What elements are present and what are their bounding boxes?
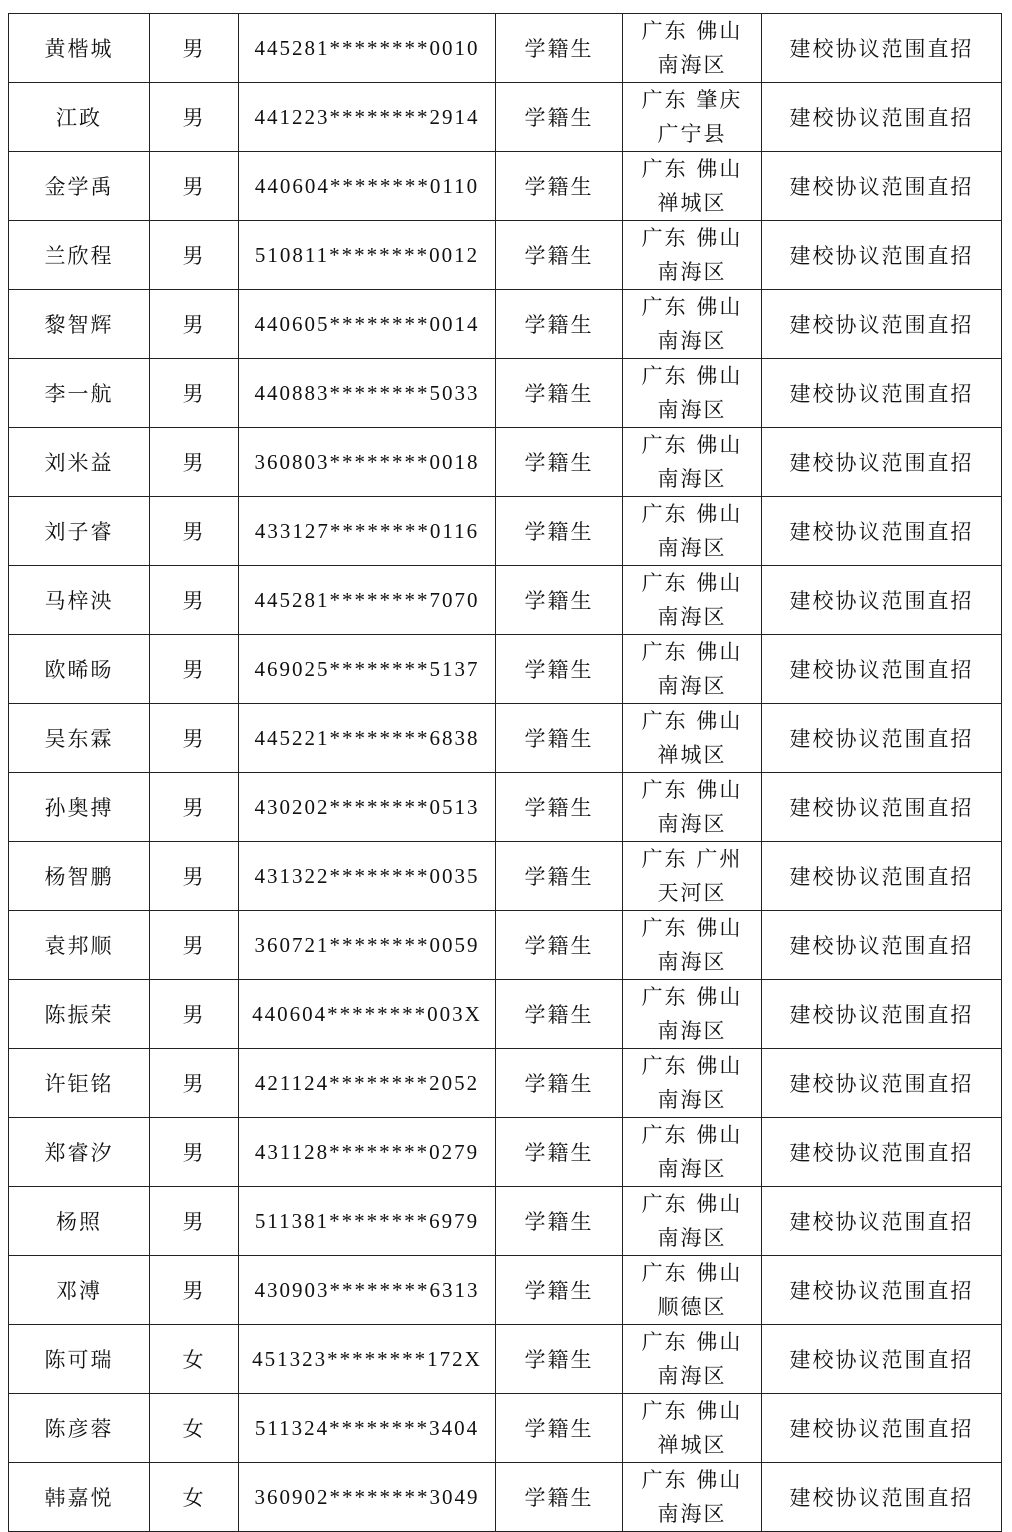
student-name: 陈振荣 — [9, 980, 150, 1049]
student-gender: 男 — [150, 911, 239, 980]
student-id-number: 511381********6979 — [239, 1187, 496, 1256]
region-district: 禅城区 — [657, 743, 727, 767]
student-name: 兰欣程 — [9, 221, 150, 290]
region-district: 顺德区 — [657, 1295, 727, 1319]
region-city: 广东 佛山 — [641, 1261, 743, 1285]
admission-note: 建校协议范围直招 — [762, 83, 1002, 152]
region-district: 天河区 — [657, 881, 727, 905]
student-id-number: 451323********172X — [239, 1325, 496, 1394]
student-gender: 女 — [150, 1463, 239, 1532]
region-district: 南海区 — [657, 467, 727, 491]
student-gender: 男 — [150, 83, 239, 152]
admission-note: 建校协议范围直招 — [762, 704, 1002, 773]
student-region — [623, 1049, 762, 1118]
student-name: 黎智辉 — [9, 290, 150, 359]
region-district: 广宁县 — [657, 122, 727, 146]
student-name: 金学禹 — [9, 152, 150, 221]
admission-note: 建校协议范围直招 — [762, 1394, 1002, 1463]
region-city: 广东 佛山 — [641, 157, 743, 181]
admission-note: 建校协议范围直招 — [762, 1325, 1002, 1394]
admission-note: 建校协议范围直招 — [762, 1118, 1002, 1187]
student-region — [623, 566, 762, 635]
student-id-number: 440604********003X — [239, 980, 496, 1049]
admission-note: 建校协议范围直招 — [762, 1049, 1002, 1118]
region-city: 广东 广州 — [641, 847, 743, 871]
enrollment-status: 学籍生 — [496, 221, 623, 290]
admission-note: 建校协议范围直招 — [762, 566, 1002, 635]
student-gender: 男 — [150, 842, 239, 911]
region-city: 广东 肇庆 — [641, 88, 743, 112]
table-row — [9, 1187, 1002, 1256]
admission-note: 建校协议范围直招 — [762, 428, 1002, 497]
table-row — [9, 83, 1002, 152]
table-row — [9, 221, 1002, 290]
region-district: 南海区 — [657, 260, 727, 284]
region-district: 南海区 — [657, 1088, 727, 1112]
region-city: 广东 佛山 — [641, 226, 743, 250]
student-id-number: 440605********0014 — [239, 290, 496, 359]
region-district: 南海区 — [657, 536, 727, 560]
student-id-number: 445221********6838 — [239, 704, 496, 773]
student-region — [623, 704, 762, 773]
region-district: 南海区 — [657, 1502, 727, 1526]
student-gender: 男 — [150, 1187, 239, 1256]
table-row — [9, 1463, 1002, 1532]
student-gender: 男 — [150, 980, 239, 1049]
student-gender: 男 — [150, 290, 239, 359]
student-region — [623, 1463, 762, 1532]
enrollment-status: 学籍生 — [496, 359, 623, 428]
region-district: 南海区 — [657, 329, 727, 353]
student-id-number: 440604********0110 — [239, 152, 496, 221]
student-name: 袁邦顺 — [9, 911, 150, 980]
student-region — [623, 1394, 762, 1463]
region-city: 广东 佛山 — [641, 364, 743, 388]
student-region — [623, 911, 762, 980]
student-region — [623, 773, 762, 842]
student-gender: 男 — [150, 566, 239, 635]
enrollment-status: 学籍生 — [496, 566, 623, 635]
roster-body — [9, 14, 1002, 1532]
region-city: 广东 佛山 — [641, 19, 743, 43]
student-roster-table — [8, 13, 1002, 1532]
student-id-number: 360721********0059 — [239, 911, 496, 980]
student-gender: 男 — [150, 1256, 239, 1325]
region-city: 广东 佛山 — [641, 433, 743, 457]
region-district: 南海区 — [657, 53, 727, 77]
student-name: 邓溥 — [9, 1256, 150, 1325]
student-id-number: 441223********2914 — [239, 83, 496, 152]
table-row — [9, 911, 1002, 980]
student-gender: 男 — [150, 773, 239, 842]
student-region — [623, 152, 762, 221]
enrollment-status: 学籍生 — [496, 1118, 623, 1187]
student-id-number: 430202********0513 — [239, 773, 496, 842]
table-row — [9, 428, 1002, 497]
student-name: 马梓泱 — [9, 566, 150, 635]
student-id-number: 445281********7070 — [239, 566, 496, 635]
student-id-number: 431322********0035 — [239, 842, 496, 911]
student-name: 陈彦蓉 — [9, 1394, 150, 1463]
region-city: 广东 佛山 — [641, 640, 743, 664]
enrollment-status: 学籍生 — [496, 83, 623, 152]
region-district: 南海区 — [657, 674, 727, 698]
student-region — [623, 1325, 762, 1394]
region-city: 广东 佛山 — [641, 916, 743, 940]
student-id-number: 360902********3049 — [239, 1463, 496, 1532]
table-row — [9, 14, 1002, 83]
student-gender: 男 — [150, 1049, 239, 1118]
region-city: 广东 佛山 — [641, 1330, 743, 1354]
region-district: 南海区 — [657, 812, 727, 836]
admission-note: 建校协议范围直招 — [762, 635, 1002, 704]
student-gender: 男 — [150, 152, 239, 221]
student-id-number: 433127********0116 — [239, 497, 496, 566]
table-row — [9, 566, 1002, 635]
student-name: 刘子睿 — [9, 497, 150, 566]
enrollment-status: 学籍生 — [496, 704, 623, 773]
table-row — [9, 1256, 1002, 1325]
enrollment-status: 学籍生 — [496, 290, 623, 359]
student-gender: 女 — [150, 1394, 239, 1463]
student-region — [623, 1187, 762, 1256]
region-district: 南海区 — [657, 1364, 727, 1388]
region-city: 广东 佛山 — [641, 502, 743, 526]
student-id-number: 430903********6313 — [239, 1256, 496, 1325]
student-gender: 男 — [150, 14, 239, 83]
enrollment-status: 学籍生 — [496, 980, 623, 1049]
student-name: 江政 — [9, 83, 150, 152]
admission-note: 建校协议范围直招 — [762, 14, 1002, 83]
student-gender: 男 — [150, 428, 239, 497]
enrollment-status: 学籍生 — [496, 911, 623, 980]
student-name: 黄楷城 — [9, 14, 150, 83]
region-district: 南海区 — [657, 950, 727, 974]
admission-note: 建校协议范围直招 — [762, 290, 1002, 359]
region-district: 禅城区 — [657, 191, 727, 215]
student-name: 陈可瑞 — [9, 1325, 150, 1394]
admission-note: 建校协议范围直招 — [762, 980, 1002, 1049]
admission-note: 建校协议范围直招 — [762, 911, 1002, 980]
student-id-number: 431128********0279 — [239, 1118, 496, 1187]
student-name: 吴东霖 — [9, 704, 150, 773]
student-gender: 男 — [150, 704, 239, 773]
region-city: 广东 佛山 — [641, 1192, 743, 1216]
table-row — [9, 1118, 1002, 1187]
enrollment-status: 学籍生 — [496, 14, 623, 83]
region-city: 广东 佛山 — [641, 709, 743, 733]
student-region — [623, 980, 762, 1049]
student-name: 欧晞旸 — [9, 635, 150, 704]
student-id-number: 445281********0010 — [239, 14, 496, 83]
region-city: 广东 佛山 — [641, 1468, 743, 1492]
table-row — [9, 1049, 1002, 1118]
student-region — [623, 14, 762, 83]
table-row — [9, 1325, 1002, 1394]
student-id-number: 510811********0012 — [239, 221, 496, 290]
table-row — [9, 1394, 1002, 1463]
enrollment-status: 学籍生 — [496, 1463, 623, 1532]
student-region — [623, 359, 762, 428]
student-region — [623, 1256, 762, 1325]
student-id-number: 469025********5137 — [239, 635, 496, 704]
student-name: 韩嘉悦 — [9, 1463, 150, 1532]
student-region — [623, 842, 762, 911]
table-row — [9, 842, 1002, 911]
table-row — [9, 290, 1002, 359]
enrollment-status: 学籍生 — [496, 1325, 623, 1394]
table-row — [9, 704, 1002, 773]
enrollment-status: 学籍生 — [496, 1256, 623, 1325]
admission-note: 建校协议范围直招 — [762, 1256, 1002, 1325]
enrollment-status: 学籍生 — [496, 1049, 623, 1118]
student-gender: 男 — [150, 1118, 239, 1187]
table-row — [9, 635, 1002, 704]
student-gender: 女 — [150, 1325, 239, 1394]
admission-note: 建校协议范围直招 — [762, 773, 1002, 842]
region-city: 广东 佛山 — [641, 571, 743, 595]
admission-note: 建校协议范围直招 — [762, 152, 1002, 221]
region-city: 广东 佛山 — [641, 778, 743, 802]
student-region — [623, 221, 762, 290]
region-district: 南海区 — [657, 1157, 727, 1181]
region-district: 南海区 — [657, 398, 727, 422]
table-row — [9, 359, 1002, 428]
region-district: 禅城区 — [657, 1433, 727, 1457]
enrollment-status: 学籍生 — [496, 152, 623, 221]
student-gender: 男 — [150, 497, 239, 566]
admission-note: 建校协议范围直招 — [762, 221, 1002, 290]
student-region — [623, 1118, 762, 1187]
student-name: 刘米益 — [9, 428, 150, 497]
region-city: 广东 佛山 — [641, 295, 743, 319]
student-id-number: 421124********2052 — [239, 1049, 496, 1118]
table-row — [9, 497, 1002, 566]
region-city: 广东 佛山 — [641, 1399, 743, 1423]
student-region — [623, 428, 762, 497]
student-name: 郑睿汐 — [9, 1118, 150, 1187]
enrollment-status: 学籍生 — [496, 497, 623, 566]
enrollment-status: 学籍生 — [496, 1394, 623, 1463]
student-region — [623, 83, 762, 152]
student-name: 许钜铭 — [9, 1049, 150, 1118]
student-name: 李一航 — [9, 359, 150, 428]
student-region — [623, 635, 762, 704]
student-id-number: 511324********3404 — [239, 1394, 496, 1463]
enrollment-status: 学籍生 — [496, 773, 623, 842]
student-name: 孙奥搏 — [9, 773, 150, 842]
enrollment-status: 学籍生 — [496, 1187, 623, 1256]
enrollment-status: 学籍生 — [496, 635, 623, 704]
student-id-number: 440883********5033 — [239, 359, 496, 428]
admission-note: 建校协议范围直招 — [762, 497, 1002, 566]
admission-note: 建校协议范围直招 — [762, 1463, 1002, 1532]
enrollment-status: 学籍生 — [496, 428, 623, 497]
student-region — [623, 290, 762, 359]
region-city: 广东 佛山 — [641, 1123, 743, 1147]
admission-note: 建校协议范围直招 — [762, 842, 1002, 911]
student-gender: 男 — [150, 221, 239, 290]
table-row — [9, 980, 1002, 1049]
region-district: 南海区 — [657, 1019, 727, 1043]
table-row — [9, 152, 1002, 221]
student-name: 杨照 — [9, 1187, 150, 1256]
region-city: 广东 佛山 — [641, 1054, 743, 1078]
enrollment-status: 学籍生 — [496, 842, 623, 911]
region-city: 广东 佛山 — [641, 985, 743, 1009]
admission-note: 建校协议范围直招 — [762, 359, 1002, 428]
student-gender: 男 — [150, 359, 239, 428]
student-region — [623, 497, 762, 566]
student-gender: 男 — [150, 635, 239, 704]
region-district: 南海区 — [657, 605, 727, 629]
student-id-number: 360803********0018 — [239, 428, 496, 497]
region-district: 南海区 — [657, 1226, 727, 1250]
admission-note: 建校协议范围直招 — [762, 1187, 1002, 1256]
table-row — [9, 773, 1002, 842]
student-name: 杨智鹏 — [9, 842, 150, 911]
